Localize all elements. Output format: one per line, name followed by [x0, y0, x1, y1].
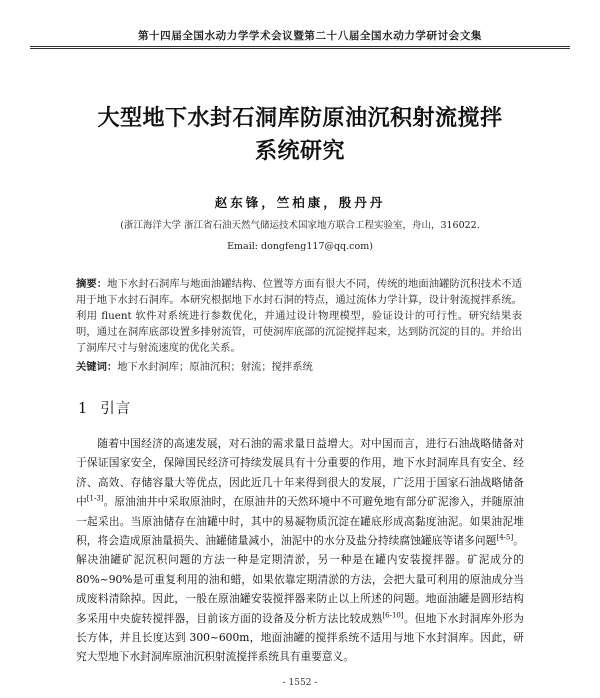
header-rule — [30, 46, 570, 47]
keywords-text: 地下水封洞库；原油沉积；射流；搅拌系统 — [117, 361, 313, 373]
citation: [6-10] — [382, 611, 404, 620]
paper-title — [40, 102, 560, 168]
intro-paragraph — [76, 434, 524, 667]
title-line-2: 系统研究 — [254, 139, 345, 164]
body-segment: 随着中国经济的高速发展，对石油的需求量日益增大。对中国而言，进行石油战略储备对于保证国家安全，保障国民经济可持续发展具有十分重要的作用，地下水封洞库具有安全、经济、高效、存储容量大等优点，因此近几十年来得到很大的发展，广泛用于国家石油战略储备中 — [76, 437, 524, 509]
abstract-label: 摘要： — [76, 278, 108, 290]
abstract — [76, 276, 522, 356]
section-number: 1 — [78, 401, 89, 417]
keywords — [76, 359, 522, 375]
keywords-label: 关键词： — [76, 361, 118, 373]
body-text — [76, 434, 524, 667]
body-segment: 。解决油罐矿泥沉积问题的方法一种是定期清淤，另一种是在罐内安装搅拌器。矿泥成分的 80%~90%是可重复利用的油和蜡，如果依靠定期清淤的方法，会把大量可利用的原油成分当成废料清除掉。因此，一般在原油罐安装搅拌器来防止以上所述的问题。地面油罐是圆形结构多采用中央旋转搅拌器，目前该方面的设备及分析方法比较成熟 — [76, 534, 524, 625]
section-heading-intro — [78, 397, 131, 418]
page-number: - 1552 - — [282, 678, 318, 688]
abstract-text: 地下水封石洞库与地面油罐结构、位置等方面有很大不同，传统的地面油罐防沉积技术不适用于地下水封石洞库。本研究根据地下水封石洞的特点，通过流体力学计算，设计射流搅拌系统。利用 fluent 软件对系统进行参数优化，并通过设计物理模型，验证设计的可行性。研究结果表明，通过在洞库底部设置多排射流管，可使洞库底部的沉淀搅拌起来，达到防沉淀的目的。并给出了洞库尺寸与射流速度的优化关系。 — [76, 278, 523, 354]
citation: [4-5] — [496, 533, 514, 542]
author-list: 赵东锋，竺柏康，殷丹丹 — [214, 195, 386, 210]
affiliation: (浙江海洋大学 浙江省石油天然气储运技术国家地方联合工程实验室，舟山，316022. — [120, 220, 480, 231]
body-segment: 。但地下水封洞库外形为长方体，并且长度达到 300~600m，地面油罐的搅拌系统不适用与地下水封洞库。因此，研究大型地下水封洞库原油沉积射流搅拌系统具有重要意义。 — [76, 611, 524, 664]
running-header: 第十四届全国水动力学学术会议暨第二十八届全国水动力学研讨会文集 — [137, 30, 483, 42]
section-title: 引言 — [100, 401, 132, 417]
header-rule-thick — [30, 48, 570, 49]
author-email: Email: dongfeng117@qq.com) — [227, 241, 373, 252]
title-line-1: 大型地下水封石洞库防原油沉积射流搅拌 — [97, 106, 503, 131]
body-segment: 。原油油井中采取原油时，在原油井的天然环境中不可避免地有部分矿泥渗入，并随原油一起采出。当原油储存在油罐中时，其中的易凝物质沉淀在罐底形成高黏度油泥。如果油泥堆积，将会造成原油量损失、油罐储量减小，油泥中的水分及盐分持续腐蚀罐底等诸多问题 — [76, 495, 524, 548]
citation: [1-3] — [86, 494, 104, 503]
